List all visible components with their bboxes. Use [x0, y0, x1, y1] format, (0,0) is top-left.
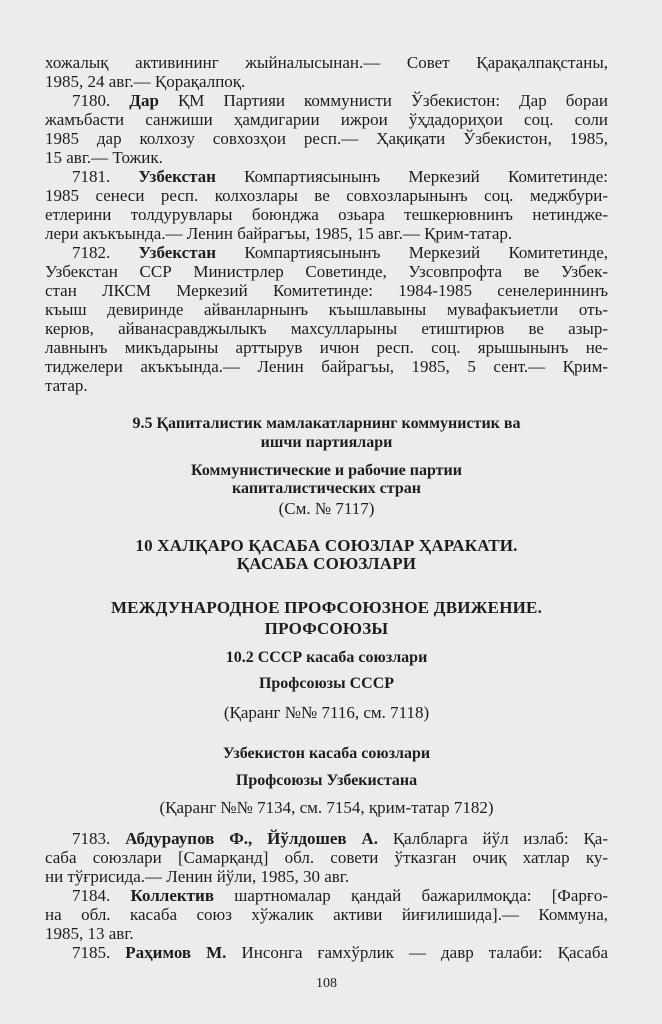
- chapter-heading-uz: 10 ХАЛҚАРО ҚАСАБА СОЮЗЛАР ҲАРАКАТИ.: [135, 536, 518, 555]
- text-line: етлерини толдурувлары боюнджа озьара тешкерювнинъ нетиндже-: [45, 205, 608, 224]
- section-heading-ru: Коммунистические и рабочие партии: [191, 462, 462, 479]
- cross-reference: (См. № 7117): [278, 499, 375, 518]
- entry-number: 7182.: [72, 243, 111, 262]
- text-line: 15 авг.— Тожик.: [45, 148, 163, 167]
- section-heading-ru: Профсоюзы СССР: [258, 675, 395, 692]
- page-number: 108: [316, 976, 337, 991]
- chapter-heading-uz: ҚАСАБА СОЮЗЛАРИ: [236, 554, 417, 573]
- text-line: 1985, 24 авг.— Қорақалпоқ.: [45, 72, 246, 91]
- text-line: керюв, айванасравджылыкъ махсулларыны етиштирюв ве азыр-: [45, 319, 608, 338]
- text-line: хожалық активининг жыйналысынан.— Совет Қарақалпақстаны,: [45, 53, 608, 72]
- entry-title: Компартиясынынъ Меркезий Комитетинде:: [244, 167, 608, 186]
- section-heading-uz: 9.5 Қапиталистик мамлакатларнинг коммунистик ва: [132, 415, 521, 432]
- text-line: ни тўғрисида.— Ленин йўли, 1985, 30 авг.: [45, 867, 350, 886]
- text-line: Узбекстан ССР Министрлер Советинде, Узсовпрофта ве Узбек-: [45, 262, 608, 281]
- chapter-heading-ru: МЕЖДУНАРОДНОЕ ПРОФСОЮЗНОЕ ДВИЖЕНИЕ.: [110, 598, 543, 617]
- entry-author: Узбекстан: [138, 167, 216, 186]
- entry-number: 7181.: [72, 167, 111, 186]
- text-line: 1985 сенеси респ. колхозлары ве совхозларынынъ соц. меджбури-: [45, 186, 608, 205]
- entry-7184: [72, 886, 608, 905]
- text-line: жамъбасти санжиши ҳамдигарии ижрои ўҳдадориҳои соц. соли: [45, 110, 608, 129]
- section-heading-uz: Узбекистон касаба союзлари: [222, 745, 431, 762]
- text-line: 1985 дар колхозу совхозҳои респ.— Ҳақиқати Ўзбекистон, 1985,: [45, 129, 608, 148]
- text-line: саба союзлари [Самарқанд] обл. совети ўтказган очиқ хатлар ку-: [45, 848, 608, 867]
- section-heading-ru: капиталистических стран: [232, 480, 421, 497]
- entry-number: 7180.: [72, 91, 111, 110]
- text-line: къыш девиринде айванларнынъ къышлавыны мувафакъиетли оть-: [45, 300, 608, 319]
- entry-7183: [72, 829, 608, 848]
- chapter-heading-ru: ПРОФСОЮЗЫ: [264, 619, 389, 638]
- entry-title: Компартиясынынъ Меркезий Комитетинде,: [244, 243, 609, 262]
- cross-reference: (Қаранг №№ 7116, см. 7118): [223, 703, 430, 722]
- entry-author: Коллектив: [130, 886, 215, 905]
- text-line: лавнынъ микъдарыны арттырув ичюн респ. соц. ярышынынъ не-: [45, 338, 608, 357]
- entry-7185: [72, 943, 608, 962]
- text-line: 1985, 13 авг.: [45, 924, 134, 943]
- entry-number: 7185.: [72, 943, 111, 962]
- entry-author: Дар: [129, 91, 159, 110]
- entry-author: Узбекстан: [138, 243, 217, 262]
- text-line: стан ЛКСМ Меркезий Комитетинде: 1984-1985 сенелериннинъ: [45, 281, 608, 300]
- cross-reference: (Қаранг №№ 7134, см. 7154, қрим-татар 7182): [159, 798, 494, 817]
- entry-7182: [72, 243, 608, 262]
- entry-7181: [72, 167, 608, 186]
- text-line: на обл. касаба союз хўжалик активи йиғилишида].— Коммуна,: [45, 905, 608, 924]
- section-heading-ru: Профсоюзы Узбекистана: [235, 772, 418, 789]
- entry-title: Қалбларга йўл излаб: Қа-: [392, 829, 609, 848]
- entry-number: 7183.: [72, 829, 111, 848]
- entry-title: шартномалар қандай бажарилмоқда: [Фарғо-: [234, 886, 609, 905]
- entry-author: Раҳимов М.: [125, 943, 227, 962]
- text-line: татар.: [45, 376, 88, 395]
- section-heading-uz: 10.2 СССР касаба союзлари: [225, 649, 428, 666]
- entry-number: 7184.: [72, 886, 111, 905]
- entry-author: Абдураупов Ф., Йўлдошев А.: [125, 829, 378, 848]
- entry-title: ҚМ Партияи коммунисти Ўзбекистон: Дар бораи: [177, 91, 609, 110]
- entry-7180: [72, 91, 608, 110]
- text-line: лери акъкъында.— Ленин байрагъы, 1985, 15 авг.— Қрим-татар.: [45, 224, 513, 243]
- section-heading-uz: ишчи партиялари: [260, 434, 393, 451]
- entry-title: Инсонга ғамхўрлик — давр талаби: Қасаба: [241, 943, 609, 962]
- text-line: тиджелери акъкъында.— Ленин байрагъы, 1985, 5 сент.— Қрим-: [45, 357, 608, 376]
